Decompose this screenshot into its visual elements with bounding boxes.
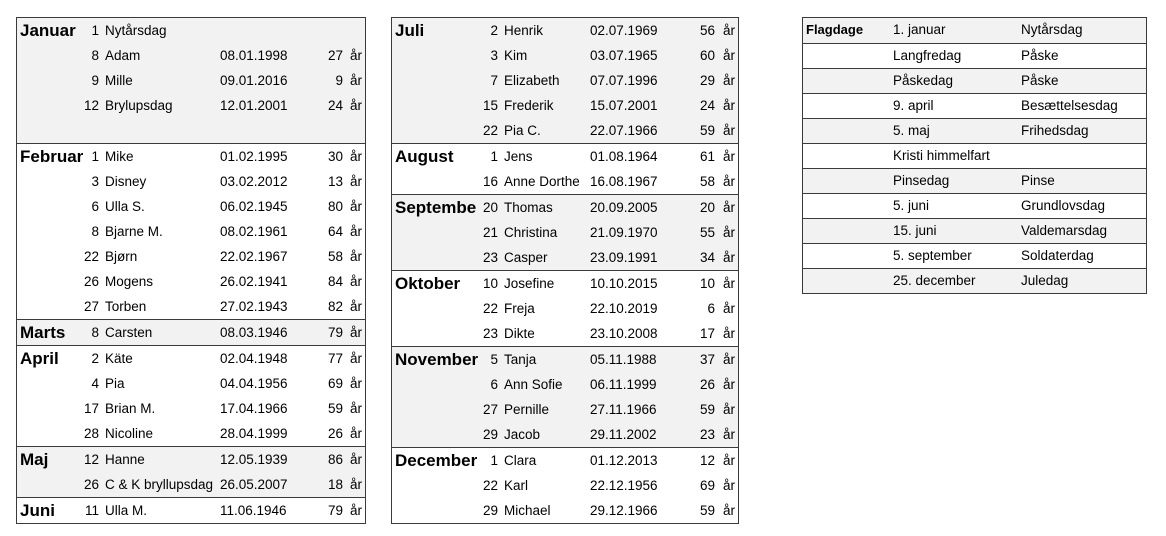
birth-date: 02.04.1948 (220, 351, 288, 366)
flag-day-row (803, 218, 1146, 243)
age-value: 64 (327, 224, 343, 239)
person-name: Carsten (105, 325, 153, 340)
person-name: Pernille (504, 402, 550, 417)
person-name: Pia C. (504, 123, 541, 138)
age-value: 59 (699, 503, 715, 518)
table-row (392, 271, 738, 296)
day-number: 2 (91, 351, 99, 366)
month-name: April (20, 349, 59, 368)
table-row (392, 169, 738, 194)
person-name: Karl (504, 478, 529, 493)
day-number: 29 (482, 427, 498, 442)
table-row (17, 194, 365, 219)
flag-day-row (803, 243, 1146, 268)
month-block (17, 446, 365, 497)
table-row (17, 294, 365, 319)
day-number: 28 (83, 426, 99, 441)
age-value: 24 (699, 98, 715, 113)
day-number: 2 (490, 23, 498, 38)
flag-day-date: Langfredag (893, 48, 962, 63)
birth-date: 21.09.1970 (590, 225, 658, 240)
table-row (392, 93, 738, 118)
person-name: Mike (105, 149, 134, 164)
person-name: Jacob (504, 427, 541, 442)
person-name: Mille (105, 73, 133, 88)
person-name: Käte (105, 351, 133, 366)
person-name: Jens (504, 149, 533, 164)
day-number: 23 (482, 326, 498, 341)
day-number: 22 (83, 249, 99, 264)
day-number: 8 (91, 325, 99, 340)
age-value: 26 (699, 377, 715, 392)
table-row (392, 43, 738, 68)
birth-date: 20.09.2005 (590, 200, 658, 215)
flag-day-name: Grundlovsdag (1021, 198, 1106, 213)
month-block (17, 143, 365, 319)
birth-date: 23.10.2008 (590, 326, 658, 341)
flag-day-date: 5. september (893, 248, 972, 263)
age-unit: år (350, 48, 363, 63)
day-number: 3 (490, 48, 498, 63)
table-row (392, 18, 738, 43)
table-row (17, 43, 365, 68)
age-unit: år (723, 352, 736, 367)
table-row (392, 347, 738, 372)
empty-row (17, 118, 365, 143)
age-value: 84 (327, 274, 343, 289)
person-name: Henrik (504, 23, 544, 38)
day-number: 1 (490, 453, 498, 468)
flag-day-date: 9. april (893, 98, 934, 113)
age-unit: år (723, 23, 736, 38)
flag-day-name: Pinse (1021, 173, 1055, 188)
flag-day-row (803, 193, 1146, 218)
person-name: Mogens (105, 274, 154, 289)
age-value: 69 (327, 376, 343, 391)
table-row (17, 219, 365, 244)
birth-date: 12.05.1939 (220, 452, 288, 467)
age-value: 80 (327, 199, 343, 214)
birth-date: 08.02.1961 (220, 224, 288, 239)
person-name: Bjørn (105, 249, 138, 264)
age-value: 34 (699, 250, 715, 265)
birth-date: 22.02.1967 (220, 249, 288, 264)
age-unit: år (723, 301, 736, 316)
month-block (392, 194, 738, 270)
flag-day-row (803, 168, 1146, 193)
age-unit: år (350, 299, 363, 314)
day-number: 22 (482, 123, 498, 138)
person-name: Torben (105, 299, 147, 314)
person-name: Disney (105, 174, 147, 189)
age-unit: år (723, 174, 736, 189)
birth-date: 17.04.1966 (220, 401, 288, 416)
flag-day-row (803, 93, 1146, 118)
birth-date: 22.10.2019 (590, 301, 658, 316)
person-name: Anne Dorthe (504, 174, 580, 189)
day-number: 17 (83, 401, 99, 416)
age-unit: år (350, 477, 363, 492)
table-row (392, 220, 738, 245)
table-row (17, 371, 365, 396)
flag-day-name: Valdemarsdag (1021, 223, 1108, 238)
birthdays-table-jan-jun (16, 17, 366, 524)
age-value: 20 (699, 200, 715, 215)
table-row (17, 396, 365, 421)
day-number: 15 (482, 98, 498, 113)
birth-date: 22.07.1966 (590, 123, 658, 138)
day-number: 1 (91, 23, 99, 38)
person-name: Brian M. (105, 401, 156, 416)
table-row (17, 169, 365, 194)
age-value: 29 (699, 73, 715, 88)
flag-day-name: Påske (1021, 48, 1059, 63)
table-row (392, 422, 738, 447)
age-value: 86 (327, 452, 343, 467)
birth-date: 06.02.1945 (220, 199, 288, 214)
age-unit: år (350, 274, 363, 289)
person-name: Hanne (105, 452, 145, 467)
age-value: 69 (699, 478, 715, 493)
flag-day-row (803, 143, 1146, 168)
day-number: 1 (490, 149, 498, 164)
flag-day-name: Besættelsesdag (1021, 98, 1118, 113)
age-value: 6 (707, 301, 715, 316)
person-name: Ann Sofie (504, 377, 563, 392)
table-row (392, 498, 738, 523)
month-name: Februar (20, 147, 84, 166)
age-value: 17 (699, 326, 715, 341)
birth-date: 07.07.1996 (590, 73, 658, 88)
month-name: August (395, 147, 454, 166)
age-unit: år (723, 402, 736, 417)
day-number: 8 (91, 224, 99, 239)
person-name: Josefine (504, 276, 555, 291)
age-unit: år (350, 249, 363, 264)
day-number: 21 (482, 225, 498, 240)
month-name: Marts (20, 323, 66, 342)
birth-date: 02.07.1969 (590, 23, 658, 38)
table-row (392, 473, 738, 498)
day-number: 26 (83, 274, 99, 289)
age-value: 58 (327, 249, 343, 264)
age-unit: år (350, 426, 363, 441)
table-row (17, 447, 365, 472)
person-name: Ulla S. (105, 199, 145, 214)
birth-date: 04.04.1956 (220, 376, 288, 391)
flag-day-row (803, 68, 1146, 93)
month-block (392, 270, 738, 346)
day-number: 6 (490, 377, 498, 392)
flag-day-name: Frihedsdag (1021, 123, 1089, 138)
flag-day-name: Juledag (1021, 273, 1069, 288)
day-number: 6 (91, 199, 99, 214)
age-value: 10 (699, 276, 715, 291)
month-block (17, 18, 365, 143)
month-block (392, 143, 738, 194)
flag-day-date: 5. maj (893, 123, 930, 138)
table-row (17, 320, 365, 345)
age-value: 13 (327, 174, 343, 189)
flag-day-date: 5. juni (893, 198, 930, 213)
person-name: Elizabeth (504, 73, 560, 88)
day-number: 1 (91, 149, 99, 164)
flag-day-date: Påskedag (893, 73, 954, 88)
person-name: Michael (504, 503, 551, 518)
month-name: Juni (20, 501, 55, 520)
age-unit: år (723, 326, 736, 341)
age-unit: år (723, 276, 736, 291)
age-unit: år (350, 149, 363, 164)
birth-date: 23.09.1991 (590, 250, 658, 265)
table-row (17, 93, 365, 118)
age-value: 12 (699, 453, 715, 468)
age-value: 61 (699, 149, 715, 164)
age-value: 27 (327, 48, 343, 63)
birthdays-table-jul-dec (391, 17, 739, 524)
birth-date: 12.01.2001 (220, 98, 288, 113)
age-value: 58 (699, 174, 715, 189)
age-unit: år (723, 250, 736, 265)
month-name: Juli (395, 21, 425, 40)
day-number: 11 (84, 503, 99, 518)
person-name: Brylupsdag (105, 98, 173, 113)
birth-date: 27.11.1966 (590, 402, 657, 417)
age-unit: år (350, 503, 363, 518)
birth-date: 09.01.2016 (220, 73, 288, 88)
flag-days-heading: Flagdage (806, 22, 864, 37)
age-unit: år (723, 478, 736, 493)
birth-date: 26.02.1941 (220, 274, 288, 289)
table-row (17, 144, 365, 169)
month-block (17, 345, 365, 446)
flag-day-row (803, 18, 1146, 43)
age-value: 18 (327, 477, 343, 492)
flag-day-date: Pinsedag (893, 173, 950, 188)
table-row (392, 321, 738, 346)
age-unit: år (350, 452, 363, 467)
person-name: Nicoline (105, 426, 154, 441)
birth-date: 06.11.1999 (590, 377, 657, 392)
day-number: 4 (91, 376, 99, 391)
age-value: 55 (699, 225, 715, 240)
age-unit: år (350, 98, 363, 113)
day-number: 12 (83, 98, 99, 113)
flag-days-table (802, 17, 1147, 294)
flag-day-name: Nytårsdag (1021, 22, 1083, 37)
flag-day-date: 1. januar (893, 22, 946, 37)
day-number: 12 (83, 452, 99, 467)
table-row (17, 346, 365, 371)
age-value: 23 (699, 427, 715, 442)
birth-date: 01.08.1964 (590, 149, 658, 164)
age-value: 26 (327, 426, 343, 441)
flag-day-row (803, 118, 1146, 143)
table-row (392, 195, 738, 220)
birth-date: 08.01.1998 (220, 48, 288, 63)
age-unit: år (723, 149, 736, 164)
day-number: 10 (482, 276, 498, 291)
age-unit: år (350, 325, 363, 340)
table-row (17, 244, 365, 269)
age-unit: år (350, 174, 363, 189)
person-name: Bjarne M. (105, 224, 163, 239)
birth-date: 03.07.1965 (590, 48, 658, 63)
age-unit: år (350, 401, 363, 416)
birth-date: 01.12.2013 (590, 453, 658, 468)
age-value: 9 (335, 73, 343, 88)
month-name: December (395, 451, 478, 470)
age-unit: år (350, 351, 363, 366)
person-name: Adam (105, 48, 141, 63)
person-name: Ulla M. (105, 503, 148, 518)
table-row (392, 372, 738, 397)
table-row (392, 118, 738, 143)
age-value: 60 (699, 48, 715, 63)
month-name: Januar (20, 21, 76, 40)
person-name: Casper (504, 250, 548, 265)
day-number: 7 (490, 73, 498, 88)
month-name: Septembe (395, 198, 477, 217)
birth-date: 28.04.1999 (220, 426, 288, 441)
age-value: 56 (699, 23, 715, 38)
age-value: 59 (699, 123, 715, 138)
age-unit: år (350, 224, 363, 239)
age-unit: år (723, 427, 736, 442)
table-row (392, 245, 738, 270)
age-unit: år (350, 73, 363, 88)
age-unit: år (723, 377, 736, 392)
month-block (17, 497, 365, 523)
birth-date: 03.02.2012 (220, 174, 288, 189)
age-unit: år (723, 98, 736, 113)
flag-day-row (803, 43, 1146, 68)
birth-date: 29.11.2002 (590, 427, 657, 442)
day-number: 22 (482, 478, 498, 493)
birth-date: 22.12.1956 (590, 478, 658, 493)
flag-day-name: Påske (1021, 73, 1059, 88)
person-name: Freja (504, 301, 535, 316)
day-number: 3 (91, 174, 99, 189)
age-unit: år (350, 199, 363, 214)
age-unit: år (723, 48, 736, 63)
person-name: Pia (105, 376, 125, 391)
age-value: 37 (699, 352, 715, 367)
age-unit: år (350, 376, 363, 391)
age-unit: år (723, 503, 736, 518)
month-block (392, 18, 738, 143)
day-number: 5 (490, 352, 498, 367)
birth-date: 16.08.1967 (590, 174, 658, 189)
month-block (392, 447, 738, 523)
month-name: Oktober (395, 274, 461, 293)
age-unit: år (723, 453, 736, 468)
day-number: 27 (83, 299, 99, 314)
table-row (392, 296, 738, 321)
table-row (392, 144, 738, 169)
day-number: 26 (83, 477, 99, 492)
day-number: 16 (482, 174, 498, 189)
person-name: Christina (504, 225, 558, 240)
birth-date: 29.12.1966 (590, 503, 658, 518)
age-value: 59 (327, 401, 343, 416)
table-row (17, 269, 365, 294)
age-unit: år (723, 225, 736, 240)
person-name: Nytårsdag (105, 23, 167, 38)
flag-day-date: 15. juni (893, 223, 937, 238)
age-value: 59 (699, 402, 715, 417)
table-row (17, 472, 365, 497)
person-name: Thomas (504, 200, 553, 215)
day-number: 20 (482, 200, 498, 215)
person-name: C & K bryllupsdag (105, 477, 214, 492)
person-name: Dikte (504, 326, 535, 341)
day-number: 8 (91, 48, 99, 63)
person-name: Clara (504, 453, 537, 468)
table-row (17, 18, 365, 43)
day-number: 23 (482, 250, 498, 265)
day-number: 27 (482, 402, 498, 417)
birth-date: 26.05.2007 (220, 477, 288, 492)
birth-date: 01.02.1995 (220, 149, 288, 164)
birth-date: 27.02.1943 (220, 299, 288, 314)
birth-date: 10.10.2015 (590, 276, 658, 291)
day-number: 29 (482, 503, 498, 518)
table-row (17, 498, 365, 523)
month-block (17, 319, 365, 345)
day-number: 9 (91, 73, 99, 88)
person-name: Tanja (504, 352, 537, 367)
age-value: 82 (327, 299, 343, 314)
day-number: 22 (482, 301, 498, 316)
table-row (392, 448, 738, 473)
flag-day-date: 25. december (893, 273, 976, 288)
age-unit: år (723, 123, 736, 138)
birth-date: 05.11.1988 (590, 352, 657, 367)
age-unit: år (723, 200, 736, 215)
flag-day-row (803, 268, 1146, 293)
month-name: November (395, 350, 479, 369)
birth-date: 15.07.2001 (590, 98, 658, 113)
birth-date: 11.06.1946 (220, 503, 287, 518)
month-block (392, 346, 738, 447)
age-value: 79 (327, 503, 343, 518)
person-name: Frederik (504, 98, 554, 113)
table-row (17, 421, 365, 446)
age-value: 77 (327, 351, 343, 366)
flag-day-name: Soldaterdag (1021, 248, 1094, 263)
flag-day-date: Kristi himmelfart (893, 148, 990, 163)
age-unit: år (723, 73, 736, 88)
table-row (392, 397, 738, 422)
birth-date: 08.03.1946 (220, 325, 288, 340)
age-value: 30 (327, 149, 343, 164)
month-name: Maj (20, 450, 49, 469)
age-value: 24 (327, 98, 343, 113)
age-value: 79 (327, 325, 343, 340)
table-row (392, 68, 738, 93)
table-row (17, 68, 365, 93)
person-name: Kim (504, 48, 528, 63)
